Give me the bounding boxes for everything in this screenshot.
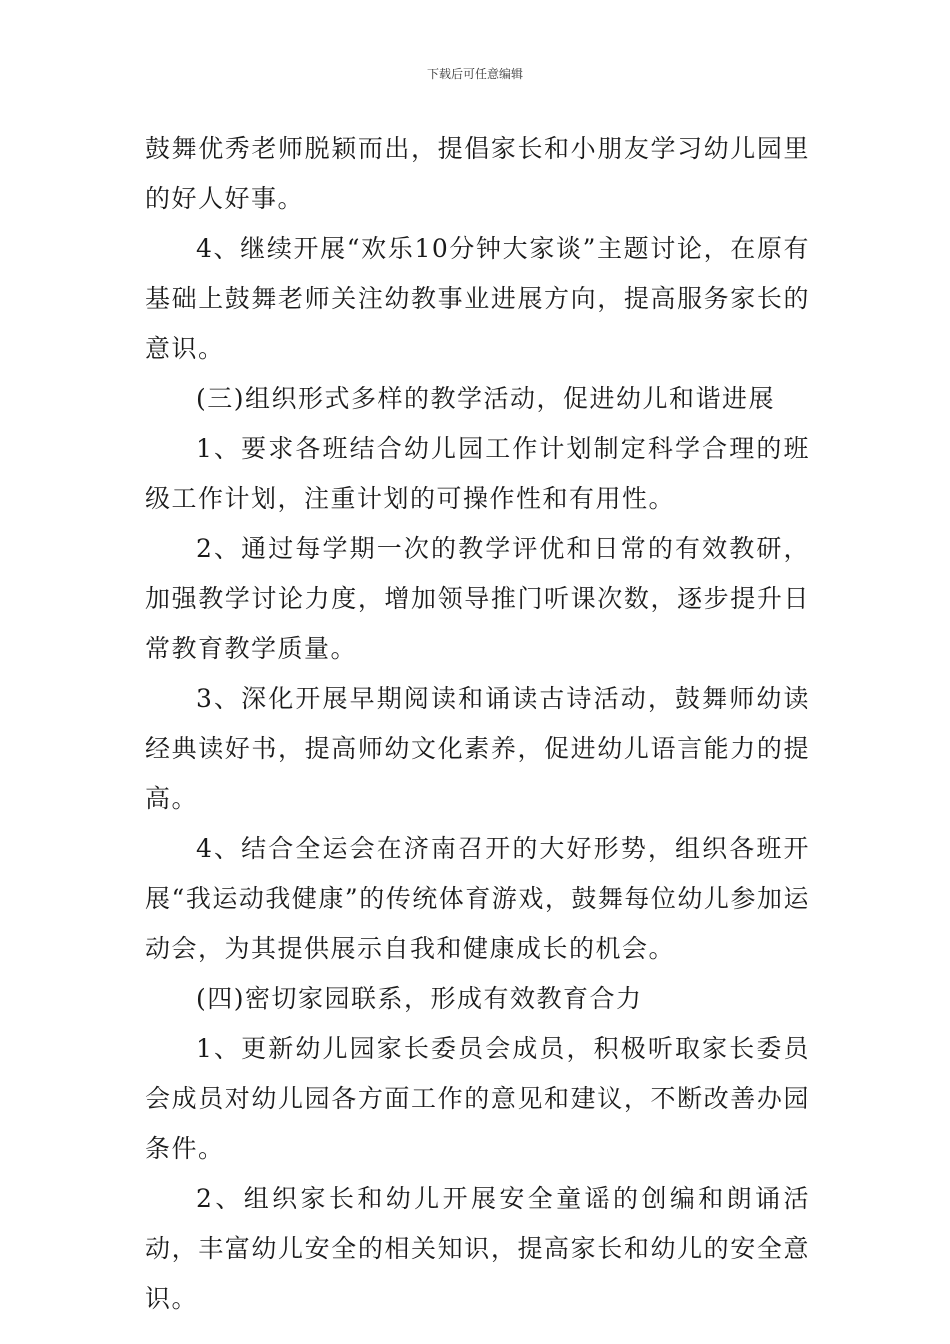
paragraph-item-1-committee: 1、更新幼儿园家长委员会成员，积极听取家长委员会成员对幼儿园各方面工作的意见和建议，不断改善办园条件。 [145,1034,810,1163]
paragraph-item-2-teaching: 2、通过每学期一次的教学评优和日常的有效教研，加强教学讨论力度，增加领导推门听课次数，逐步提升日常教育教学质量。 [145,534,810,663]
section-heading-4: (四)密切家园联系，形成有效教育合力 [196,984,643,1013]
paragraph-item-2-safety: 2、组织家长和幼儿开展安全童谣的创编和朗诵活动，丰富幼儿安全的相关知识，提高家长和幼儿的安全意识。 [145,1184,810,1313]
paragraph-item-1-plan: 1、要求各班结合幼儿园工作计划制定科学合理的班级工作计划，注重计划的可操作性和有用性。 [145,434,810,513]
paragraph-item-4-sports: 4、结合全运会在济南召开的大好形势，组织各班开展“我运动我健康”的传统体育游戏，鼓舞每位幼儿参加运动会，为其提供展示自我和健康成长的机会。 [145,834,810,963]
section-heading-3: (三)组织形式多样的教学活动，促进幼儿和谐进展 [196,384,776,413]
document-body [145,124,810,1324]
page-header: 下载后可任意编辑 [426,67,523,81]
paragraph-item-3-reading: 3、深化开展早期阅读和诵读古诗活动，鼓舞师幼读经典读好书，提高师幼文化素养，促进幼儿语言能力的提高。 [145,684,810,813]
paragraph-continuation: 鼓舞优秀老师脱颖而出，提倡家长和小朋友学习幼儿园里的好人好事。 [145,134,810,213]
paragraph-item-4-discussion: 4、继续开展“欢乐10分钟大家谈”主题讨论，在原有基础上鼓舞老师关注幼教事业进展方向，提高服务家长的意识。 [145,234,810,363]
